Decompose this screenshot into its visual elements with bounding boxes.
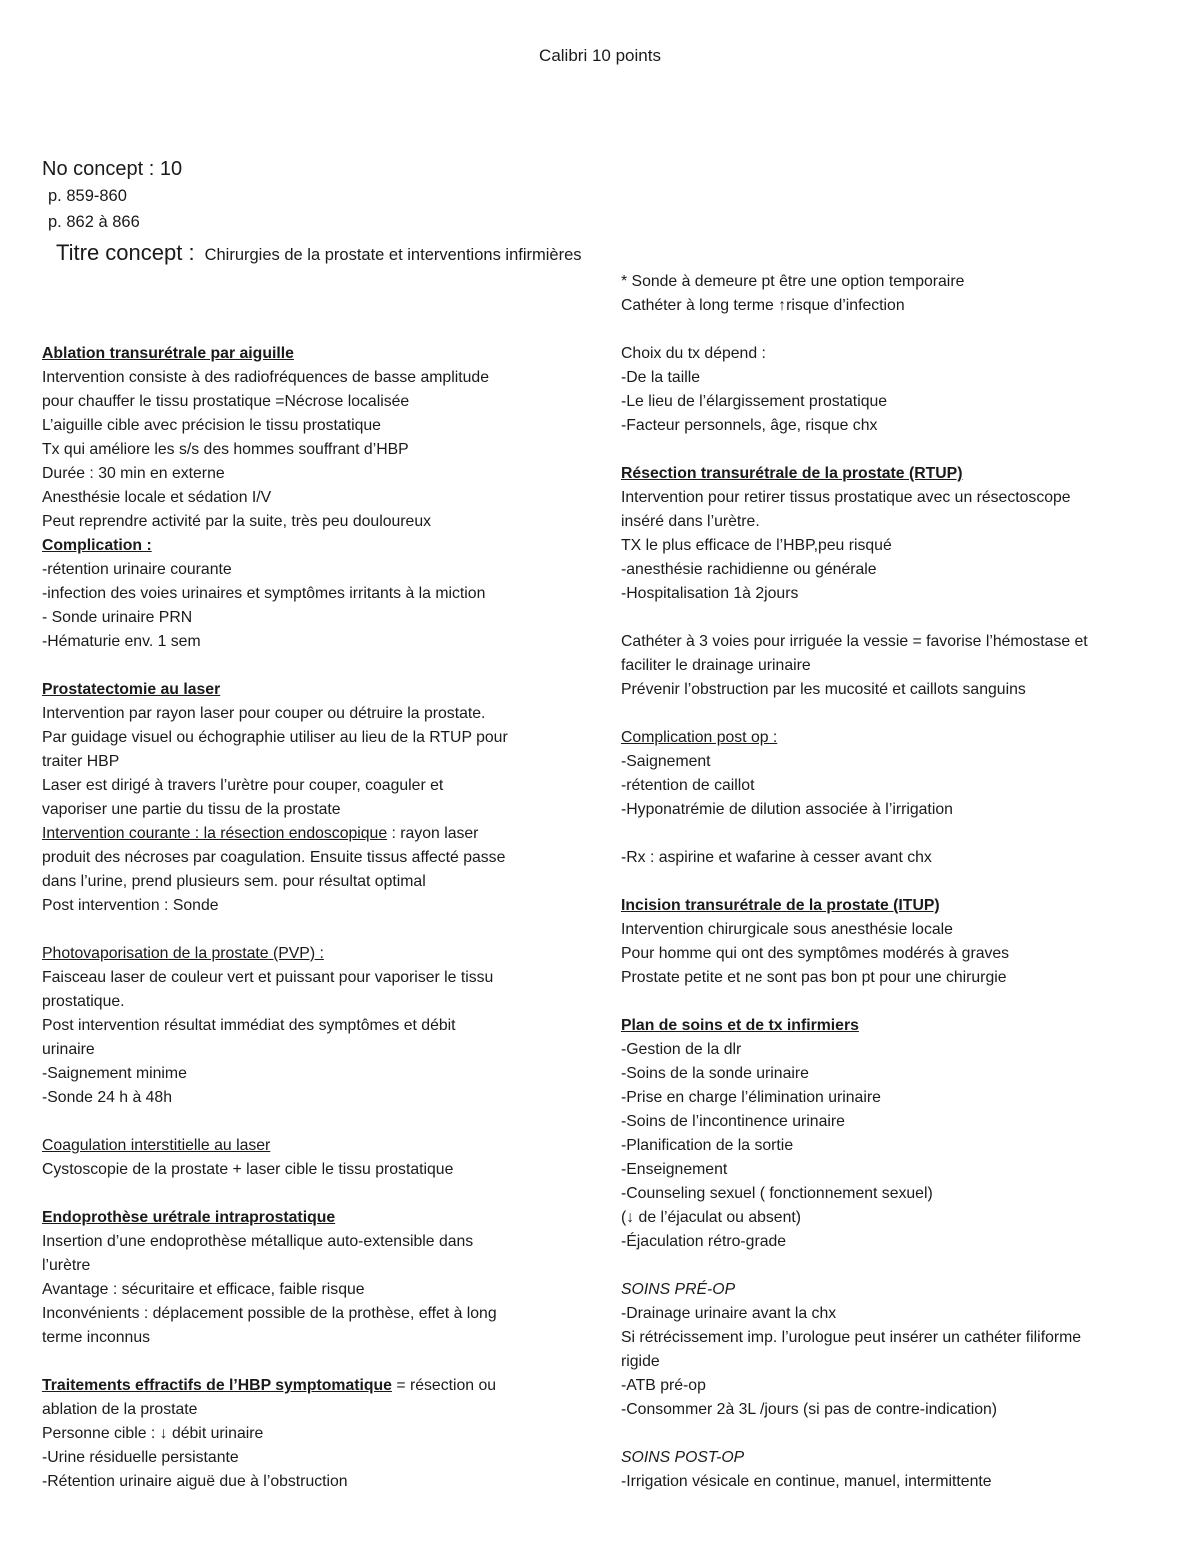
- text-line: [621, 582, 1166, 606]
- text-line: [42, 462, 582, 486]
- line-text: prostatique.: [42, 993, 125, 1010]
- page-ref-2: p. 862 à 866: [48, 213, 140, 231]
- text-line: [42, 1230, 582, 1254]
- text-line: [621, 1374, 1166, 1398]
- text-line: [621, 1470, 1166, 1494]
- line-text: -Rx : aspirine et wafarine à cesser avant chx: [621, 849, 932, 866]
- text-line: [621, 1206, 1166, 1230]
- text-line: [621, 846, 1166, 870]
- line-text: Intervention pour retirer tissus prostatique avec un résectoscope: [621, 489, 1071, 506]
- line-text: Traitements effractifs de l’HBP symptomatique: [42, 1377, 392, 1394]
- blank-line: [621, 990, 1166, 1014]
- line-text: - Sonde urinaire PRN: [42, 609, 193, 626]
- text-line: [42, 1038, 582, 1062]
- text-line: [621, 366, 1166, 390]
- line-text: Anesthésie locale et sédation I/V: [42, 489, 272, 506]
- text-line: [42, 1254, 582, 1278]
- line-text: -Saignement minime: [42, 1065, 187, 1082]
- text-line: [42, 510, 582, 534]
- text-line: [621, 1302, 1166, 1326]
- line-text: Avantage : sécuritaire et efficace, faible risque: [42, 1281, 365, 1298]
- section-heading: [42, 822, 582, 846]
- blank-line: [42, 654, 582, 678]
- text-line: [42, 750, 582, 774]
- section-heading: [621, 1446, 1166, 1470]
- line-text: Cystoscopie de la prostate + laser cible le tissu prostatique: [42, 1161, 454, 1178]
- page-header: Calibri 10 points: [539, 46, 661, 65]
- line-text: Cathéter à long terme ↑risque d’infection: [621, 297, 905, 314]
- concept-number: No concept : 10: [42, 158, 183, 180]
- line-tail: = résection ou: [391, 1377, 497, 1394]
- text-line: [621, 1086, 1166, 1110]
- line-text: -Counseling sexuel ( fonctionnement sexuel): [621, 1185, 933, 1202]
- blank-line: [621, 438, 1166, 462]
- text-line: [621, 630, 1166, 654]
- section-heading: [42, 1374, 582, 1398]
- text-line: [621, 270, 1166, 294]
- section-heading: [621, 726, 1166, 750]
- line-text: -Irrigation vésicale en continue, manuel, intermittente: [621, 1473, 992, 1490]
- line-text: Prostate petite et ne sont pas bon pt pour une chirurgie: [621, 969, 1007, 986]
- text-line: [42, 966, 582, 990]
- text-line: [42, 1086, 582, 1110]
- text-line: [621, 1230, 1166, 1254]
- right-column: [621, 270, 1166, 1494]
- line-text: -Consommer 2à 3L /jours (si pas de contre-indication): [621, 1401, 998, 1418]
- text-line: [42, 846, 582, 870]
- text-line: [621, 1398, 1166, 1422]
- text-line: [621, 942, 1166, 966]
- text-line: [621, 1158, 1166, 1182]
- text-line: [42, 366, 582, 390]
- blank-line: [42, 918, 582, 942]
- section-heading: [42, 678, 582, 702]
- line-text: -Saignement: [621, 753, 711, 770]
- line-text: Complication :: [42, 537, 152, 554]
- line-text: SOINS POST-OP: [621, 1449, 745, 1466]
- text-line: [621, 918, 1166, 942]
- line-text: pour chauffer le tissu prostatique =Nécrose localisée: [42, 393, 410, 410]
- text-line: [621, 1350, 1166, 1374]
- text-line: [42, 1014, 582, 1038]
- concept-title: [56, 240, 582, 266]
- line-text: Choix du tx dépend :: [621, 345, 766, 362]
- line-text: -Enseignement: [621, 1161, 728, 1178]
- text-line: [621, 414, 1166, 438]
- text-line: [42, 702, 582, 726]
- line-text: Inconvénients : déplacement possible de la prothèse, effet à long: [42, 1305, 497, 1322]
- line-text: rigide: [621, 1353, 660, 1370]
- line-text: TX le plus efficace de l’HBP,peu risqué: [621, 537, 892, 554]
- line-text: * Sonde à demeure pt être une option temporaire: [621, 273, 965, 290]
- concept-title-label: Titre concept :: [56, 240, 195, 265]
- line-text: -Hématurie env. 1 sem: [42, 633, 201, 650]
- line-text: -Rétention urinaire aiguë due à l’obstruction: [42, 1473, 348, 1490]
- line-text: faciliter le drainage urinaire: [621, 657, 811, 674]
- line-text: Par guidage visuel ou échographie utiliser au lieu de la RTUP pour: [42, 729, 508, 746]
- text-line: [621, 678, 1166, 702]
- text-line: [42, 774, 582, 798]
- section-heading: [621, 1278, 1166, 1302]
- section-heading: [42, 1134, 582, 1158]
- line-text: -Planification de la sortie: [621, 1137, 794, 1154]
- line-text: l’urètre: [42, 1257, 91, 1274]
- line-text: -Éjaculation rétro-grade: [621, 1233, 787, 1250]
- line-text: Complication post op :: [621, 729, 778, 746]
- line-text: Ablation transurétrale par aiguille: [42, 345, 294, 362]
- text-line: [42, 1062, 582, 1086]
- line-text: Tx qui améliore les s/s des hommes souffrant d’HBP: [42, 441, 409, 458]
- line-text: Post intervention : Sonde: [42, 897, 219, 914]
- line-text: L’aiguille cible avec précision le tissu prostatique: [42, 417, 381, 434]
- text-line: [621, 1110, 1166, 1134]
- blank-line: [621, 702, 1166, 726]
- blank-line: [42, 1182, 582, 1206]
- line-text: terme inconnus: [42, 1329, 151, 1346]
- line-text: -Hyponatrémie de dilution associée à l’irrigation: [621, 801, 953, 818]
- concept-title-value: Chirurgies de la prostate et interventions infirmières: [204, 246, 582, 264]
- line-text: -Drainage urinaire avant la chx: [621, 1305, 837, 1322]
- section-heading: [621, 462, 1166, 486]
- line-text: -Soins de l’incontinence urinaire: [621, 1113, 845, 1130]
- line-text: Durée : 30 min en externe: [42, 465, 225, 482]
- section-heading: [42, 342, 582, 366]
- text-line: [621, 390, 1166, 414]
- text-line: [42, 894, 582, 918]
- line-text: ablation de la prostate: [42, 1401, 198, 1418]
- line-text: -infection des voies urinaires et symptômes irritants à la miction: [42, 585, 486, 602]
- line-text: -Soins de la sonde urinaire: [621, 1065, 809, 1082]
- line-text: -Sonde 24 h à 48h: [42, 1089, 172, 1106]
- text-line: [621, 1134, 1166, 1158]
- blank-line: [621, 870, 1166, 894]
- text-line: [621, 1038, 1166, 1062]
- text-line: [42, 870, 582, 894]
- line-text: Laser est dirigé à travers l’urètre pour couper, coaguler et: [42, 777, 444, 794]
- line-text: Prostatectomie au laser: [42, 681, 221, 698]
- text-line: [42, 390, 582, 414]
- line-text: vaporiser une partie du tissu de la prostate: [42, 801, 341, 818]
- text-line: [42, 726, 582, 750]
- text-line: [42, 1398, 582, 1422]
- line-text: -Facteur personnels, âge, risque chx: [621, 417, 878, 434]
- line-text: Intervention courante : la résection endoscopique: [42, 825, 388, 842]
- text-line: [42, 1326, 582, 1350]
- section-heading: [42, 942, 582, 966]
- line-text: Résection transurétrale de la prostate (RTUP): [621, 465, 963, 482]
- line-text: -Le lieu de l’élargissement prostatique: [621, 393, 888, 410]
- line-text: -Prise en charge l’élimination urinaire: [621, 1089, 881, 1106]
- text-line: [621, 654, 1166, 678]
- line-text: SOINS PRÉ-OP: [621, 1281, 736, 1298]
- blank-line: [621, 822, 1166, 846]
- blank-line: [621, 1422, 1166, 1446]
- blank-line: [621, 1254, 1166, 1278]
- line-text: Endoprothèse urétrale intraprostatique: [42, 1209, 336, 1226]
- text-line: [621, 1182, 1166, 1206]
- line-text: Pour homme qui ont des symptômes modérés à graves: [621, 945, 1010, 962]
- line-tail: : rayon laser: [387, 825, 479, 842]
- line-text: Plan de soins et de tx infirmiers: [621, 1017, 859, 1034]
- text-line: [42, 990, 582, 1014]
- text-line: [42, 438, 582, 462]
- text-line: [621, 486, 1166, 510]
- line-text: Incision transurétrale de la prostate (ITUP): [621, 897, 940, 914]
- page-ref-1: p. 859-860: [48, 187, 127, 205]
- line-text: Coagulation interstitielle au laser: [42, 1137, 271, 1154]
- left-column: [42, 342, 582, 1494]
- text-line: [42, 1446, 582, 1470]
- text-line: [42, 582, 582, 606]
- text-line: [621, 294, 1166, 318]
- text-line: [42, 1158, 582, 1182]
- blank-line: [42, 1350, 582, 1374]
- line-text: urinaire: [42, 1041, 95, 1058]
- text-line: [42, 414, 582, 438]
- line-text: Photovaporisation de la prostate (PVP) :: [42, 945, 324, 962]
- text-line: [621, 534, 1166, 558]
- line-text: -rétention urinaire courante: [42, 561, 232, 578]
- line-text: Insertion d’une endoprothèse métallique auto-extensible dans: [42, 1233, 474, 1250]
- line-text: Post intervention résultat immédiat des symptômes et débit: [42, 1017, 456, 1034]
- line-text: Cathéter à 3 voies pour irriguée la vessie = favorise l’hémostase et: [621, 633, 1088, 650]
- text-line: [42, 798, 582, 822]
- section-heading: [42, 1206, 582, 1230]
- text-line: [42, 486, 582, 510]
- line-text: -anesthésie rachidienne ou générale: [621, 561, 877, 578]
- text-line: [621, 966, 1166, 990]
- section-heading: [621, 894, 1166, 918]
- text-line: [621, 798, 1166, 822]
- text-line: [42, 606, 582, 630]
- text-line: [42, 1422, 582, 1446]
- text-line: [621, 510, 1166, 534]
- blank-line: [42, 1110, 582, 1134]
- text-line: [42, 558, 582, 582]
- line-text: Personne cible : ↓ débit urinaire: [42, 1425, 264, 1442]
- text-line: [621, 558, 1166, 582]
- text-line: [42, 1278, 582, 1302]
- line-text: -ATB pré-op: [621, 1377, 706, 1394]
- line-text: -Gestion de la dlr: [621, 1041, 742, 1058]
- line-text: -De la taille: [621, 369, 701, 386]
- line-text: inséré dans l’urètre.: [621, 513, 760, 530]
- line-text: Peut reprendre activité par la suite, très peu douloureux: [42, 513, 432, 530]
- text-line: [621, 1062, 1166, 1086]
- section-heading: [42, 534, 582, 558]
- line-text: -rétention de caillot: [621, 777, 755, 794]
- line-text: -Urine résiduelle persistante: [42, 1449, 239, 1466]
- line-text: Intervention consiste à des radiofréquences de basse amplitude: [42, 369, 489, 386]
- line-text: Intervention par rayon laser pour couper ou détruire la prostate.: [42, 705, 486, 722]
- text-line: [621, 774, 1166, 798]
- line-text: Prévenir l’obstruction par les mucosité et caillots sanguins: [621, 681, 1026, 698]
- text-line: [621, 342, 1166, 366]
- text-line: [621, 750, 1166, 774]
- line-text: -Hospitalisation 1à 2jours: [621, 585, 799, 602]
- blank-line: [621, 606, 1166, 630]
- text-line: [42, 1302, 582, 1326]
- line-text: Faisceau laser de couleur vert et puissant pour vaporiser le tissu: [42, 969, 494, 986]
- line-text: Intervention chirurgicale sous anesthésie locale: [621, 921, 953, 938]
- text-line: [42, 630, 582, 654]
- blank-line: [621, 318, 1166, 342]
- line-text: traiter HBP: [42, 753, 120, 770]
- text-line: [42, 1470, 582, 1494]
- line-text: dans l’urine, prend plusieurs sem. pour résultat optimal: [42, 873, 426, 890]
- line-text: (↓ de l’éjaculat ou absent): [621, 1209, 802, 1226]
- section-heading: [621, 1014, 1166, 1038]
- line-text: produit des nécroses par coagulation. Ensuite tissus affecté passe: [42, 849, 506, 866]
- line-text: Si rétrécissement imp. l’urologue peut insérer un cathéter filiforme: [621, 1329, 1082, 1346]
- text-line: [621, 1326, 1166, 1350]
